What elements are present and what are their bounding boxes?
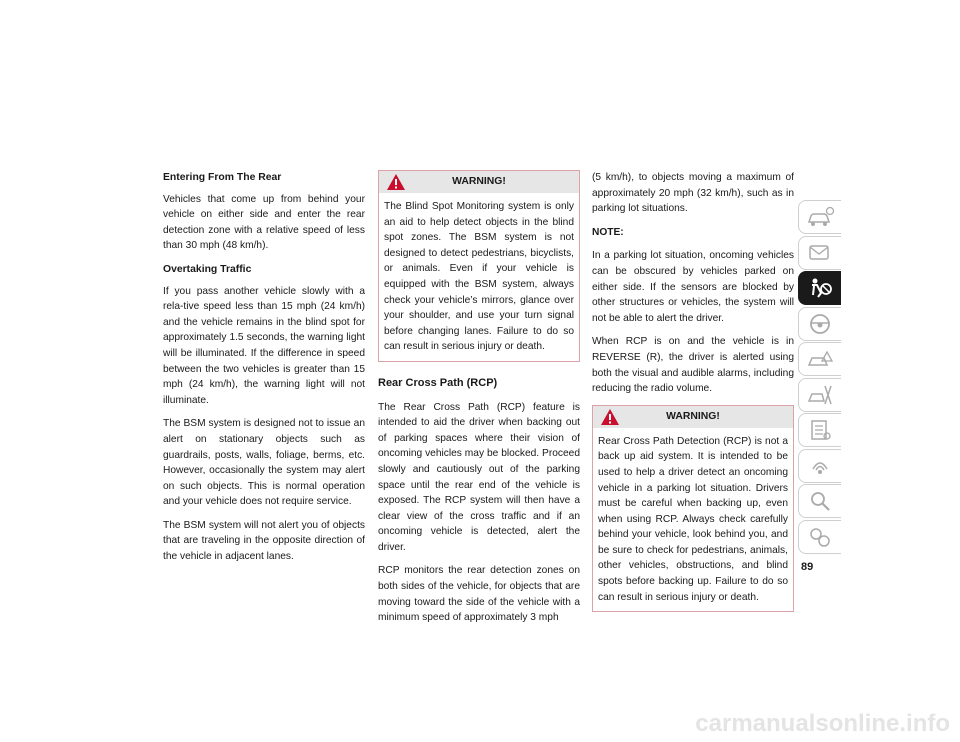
rcp-text-2: RCP monitors the rear detection zones on both sides of the vehicle, for objects that are moving toward the side of the vehicle with a minimum speed of approximately 3 mph <box>378 565 580 624</box>
tab-index[interactable] <box>798 484 841 518</box>
opposite-text: The BSM system will not alert you of objects that are traveling in the opposite direction of the vehicle in adjacent lanes. <box>163 519 365 563</box>
rcp-warning-box <box>592 405 794 613</box>
column-right <box>592 170 794 622</box>
tab-safety[interactable] <box>798 271 841 305</box>
tab-dashboard[interactable] <box>798 236 841 270</box>
rcp-text-1: The Rear Cross Path (RCP) feature is intended to aid the driver when backing out of parking spaces where their vision of oncoming vehicles may be blocked. Proceed slowly and cautiously out of the parking space until the rear end of the vehicle is exposed. The RCP system will then have a clear view of the cross traffic and if an oncoming vehicle is detected, alert the driver. <box>378 401 580 553</box>
tab-servicing[interactable] <box>798 378 841 412</box>
note-label: NOTE: <box>592 226 624 238</box>
tab-emergency[interactable] <box>798 342 841 376</box>
car-info-icon <box>805 204 835 230</box>
entering-heading: Entering From The Rear <box>163 172 282 183</box>
warning-triangle-icon <box>386 173 406 191</box>
column-left <box>163 170 365 573</box>
rcp-heading: Rear Cross Path (RCP) <box>378 376 498 389</box>
warning-text: Rear Cross Path Detection (RCP) is not a back up aid system. It is intended to be used to help a driver detect an oncoming vehicle in a parking lot situation. Drivers must be careful when backing up, even when using RCP. Always check carefully behind your vehicle, look behind you, and be sure to check for pedestrians, animals, other vehicles, obstructions, and blind spots before backing up. Failure to do so can result in serious injury or death. <box>598 435 788 603</box>
tab-specifications[interactable] <box>798 413 841 447</box>
steering-wheel-icon <box>805 311 835 337</box>
specifications-list-icon <box>805 417 835 443</box>
column-middle <box>378 170 580 634</box>
page-number: 89 <box>801 561 814 573</box>
tab-language[interactable] <box>798 520 841 554</box>
warning-body <box>379 193 579 361</box>
language-icon <box>805 524 835 550</box>
index-search-icon <box>805 488 835 514</box>
warning-header <box>593 406 793 428</box>
emergency-icon <box>805 346 835 372</box>
tab-car-info[interactable] <box>798 200 841 234</box>
servicing-tools-icon <box>805 382 835 408</box>
bsm-warning-box <box>378 170 580 362</box>
tab-starting[interactable] <box>798 307 841 341</box>
overtaking-text: If you pass another vehicle slowly with a rela-tive speed less than 15 mph (24 km/h) and the vehicle remains in the blind spot for approximately 1.5 seconds, the warning light will be illuminated. If the difference in speed between the two vehicles is greater than 15 mph (24 km/h), the warning light will not illuminate. <box>163 285 365 406</box>
dashboard-message-icon <box>805 240 835 266</box>
warning-title: WARNING! <box>666 410 720 422</box>
warning-text: The Blind Spot Monitoring system is only an aid to help detect objects in the blind spot zones. The BSM system is not designed to detect pedestrians, bicyclists, or animals. Even if your vehicle is equipped with the BSM system, always check your vehicle’s mirrors, glance over your shoulder, and use your turn signal before changing lanes. Failure to do so can result in serious injury or death. <box>384 201 574 353</box>
watermark: carmanualsonline.info <box>695 710 950 737</box>
multimedia-icon <box>805 453 835 479</box>
tab-multimedia[interactable] <box>798 449 841 483</box>
warning-triangle-icon <box>600 408 620 426</box>
note-text: In a parking lot situation, oncoming vehicles can be obscured by vehicles parked on either side. If the sensors are blocked by other structures or vehicles, the system will not be able to alert the driver. <box>592 250 794 324</box>
airbag-safety-icon <box>805 275 835 301</box>
continued-text: (5 km/h), to objects moving a maximum of approximately 20 mph (32 km/h), such as in parking lot situations. <box>592 172 794 215</box>
entering-text: Vehicles that come up from behind your vehicle on either side and enter the rear detection zone with a relative speed of less than 30 mph (48 km/h). <box>163 193 365 252</box>
warning-title: WARNING! <box>452 176 506 187</box>
chapter-tabs <box>798 200 842 555</box>
warning-body <box>593 428 793 612</box>
stationary-text: The BSM system is designed not to issue an alert on stationary objects such as guardrails, posts, walls, foliage, berms, etc. However, occasionally the system may alert on such objects. This is normal operation and your vehicle does not require service. <box>163 418 365 508</box>
overtaking-heading: Overtaking Traffic <box>163 263 252 275</box>
warning-header <box>379 171 579 193</box>
reverse-text: When RCP is on and the vehicle is in REVERSE (R), the driver is alerted using both the visual and audible alarms, including reducing the radio volume. <box>592 336 794 395</box>
